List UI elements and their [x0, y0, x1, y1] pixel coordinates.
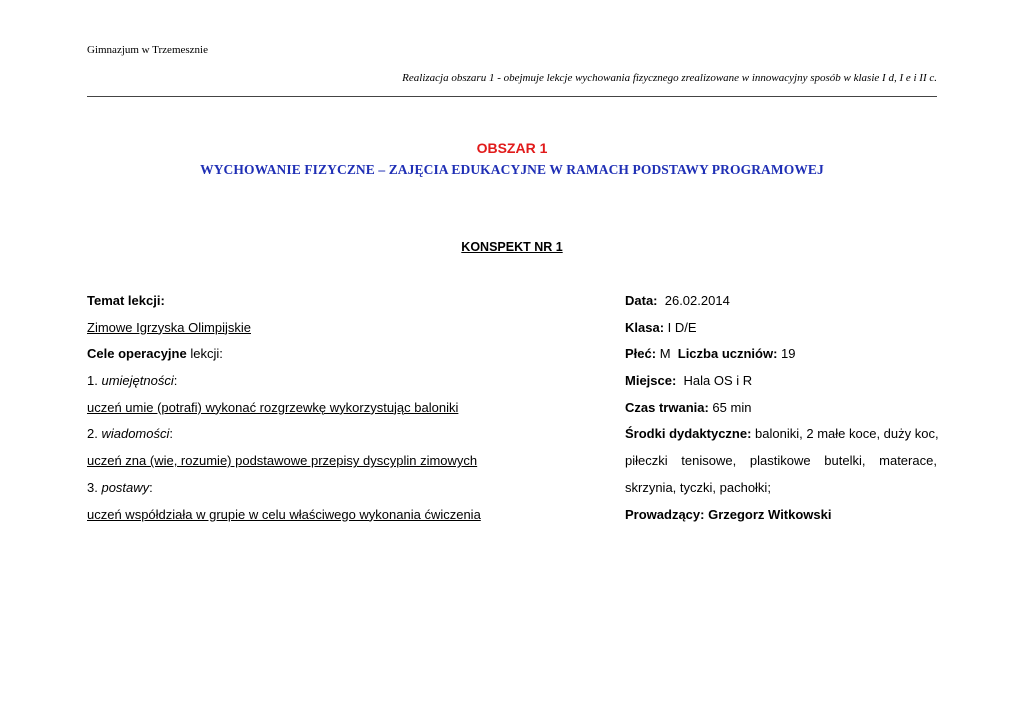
goal-2-colon: :: [169, 426, 174, 442]
data-label: Data:: [625, 293, 658, 308]
goal-1-heading: [87, 371, 587, 398]
goal-3-label: postawy: [101, 479, 150, 495]
goal-2-text: uczeń zna (wie, rozumie) podstawowe przepisy dyscyplin zimowych: [87, 453, 478, 469]
srodki-word: piłeczki: [625, 453, 668, 469]
data-row: [625, 291, 937, 318]
goal-3-colon: :: [149, 479, 153, 495]
cele-rest: lekcji:: [186, 346, 223, 362]
goal-1-colon: :: [173, 373, 178, 389]
goal-3-text: uczeń współdziała w grupie w celu właściwego wykonania ćwiczenia: [87, 506, 481, 522]
srodki-label: Środki dydaktyczne:: [625, 426, 752, 442]
data-value: 26.02.2014: [657, 293, 730, 308]
header-rule: [87, 96, 937, 97]
lesson-left-column: [87, 291, 587, 531]
lesson-right-column: [625, 291, 937, 531]
czas-label: Czas trwania:: [625, 399, 709, 415]
goal-3-heading: [87, 478, 587, 505]
cele-bold: Cele operacyjne: [87, 346, 187, 362]
konspekt-heading: KONSPEKT NR 1: [461, 240, 563, 254]
srodki-value: baloniki, 2 małe koce, duży koc,: [751, 426, 939, 442]
school-name: Gimnazjum w Trzemesznie: [87, 44, 208, 56]
plec-value: M: [656, 346, 678, 362]
goal-1-text: uczeń umie (potrafi) wykonać rozgrzewkę wykorzystując baloniki: [87, 399, 459, 415]
liczba-label: Liczba uczniów:: [677, 346, 778, 362]
miejsce-value: Hala OS i R: [676, 373, 753, 389]
srodki-row: [625, 424, 937, 451]
srodki-word: tenisowe,: [681, 453, 737, 469]
klasa-label: Klasa:: [625, 319, 665, 335]
plec-row: [625, 344, 937, 371]
goal-2-label: wiadomości: [101, 426, 170, 442]
document-title: OBSZAR 1: [476, 140, 548, 156]
goal-2-num: 2.: [87, 426, 102, 442]
srodki-line-3: skrzynia, tyczki, pachołki;: [625, 479, 771, 495]
czas-value: 65 min: [708, 399, 752, 415]
goal-1-num: 1.: [87, 373, 102, 389]
srodki-word: materace,: [879, 453, 937, 469]
plec-label: Płeć:: [625, 346, 657, 362]
srodki-word: butelki,: [824, 453, 866, 469]
temat-value: Zimowe Igrzyska Olimpijskie: [87, 319, 251, 335]
header-subtitle: Realizacja obszaru 1 - obejmuje lekcje wychowania fizycznego zrealizowane w innowacyjny sposób w klasie I d, I e i II c.: [402, 72, 937, 84]
klasa-row: [625, 318, 937, 345]
temat-label: Temat lekcji:: [87, 293, 165, 308]
prowadzacy: Prowadzący: Grzegorz Witkowski: [625, 506, 832, 522]
goal-1-label: umiejętności: [101, 373, 174, 389]
czas-row: [625, 398, 937, 425]
document-subtitle: WYCHOWANIE FIZYCZNE – ZAJĘCIA EDUKACYJNE W RAMACH PODSTAWY PROGRAMOWEJ: [200, 162, 824, 177]
goal-2-heading: [87, 424, 587, 451]
klasa-value: I D/E: [664, 319, 697, 335]
miejsce-label: Miejsce:: [625, 373, 677, 389]
srodki-line-2: [625, 451, 937, 478]
goal-3-num: 3.: [87, 479, 102, 495]
miejsce-row: [625, 371, 937, 398]
liczba-value: 19: [777, 346, 796, 362]
srodki-word: plastikowe: [749, 453, 811, 469]
cele-heading: [87, 344, 587, 371]
